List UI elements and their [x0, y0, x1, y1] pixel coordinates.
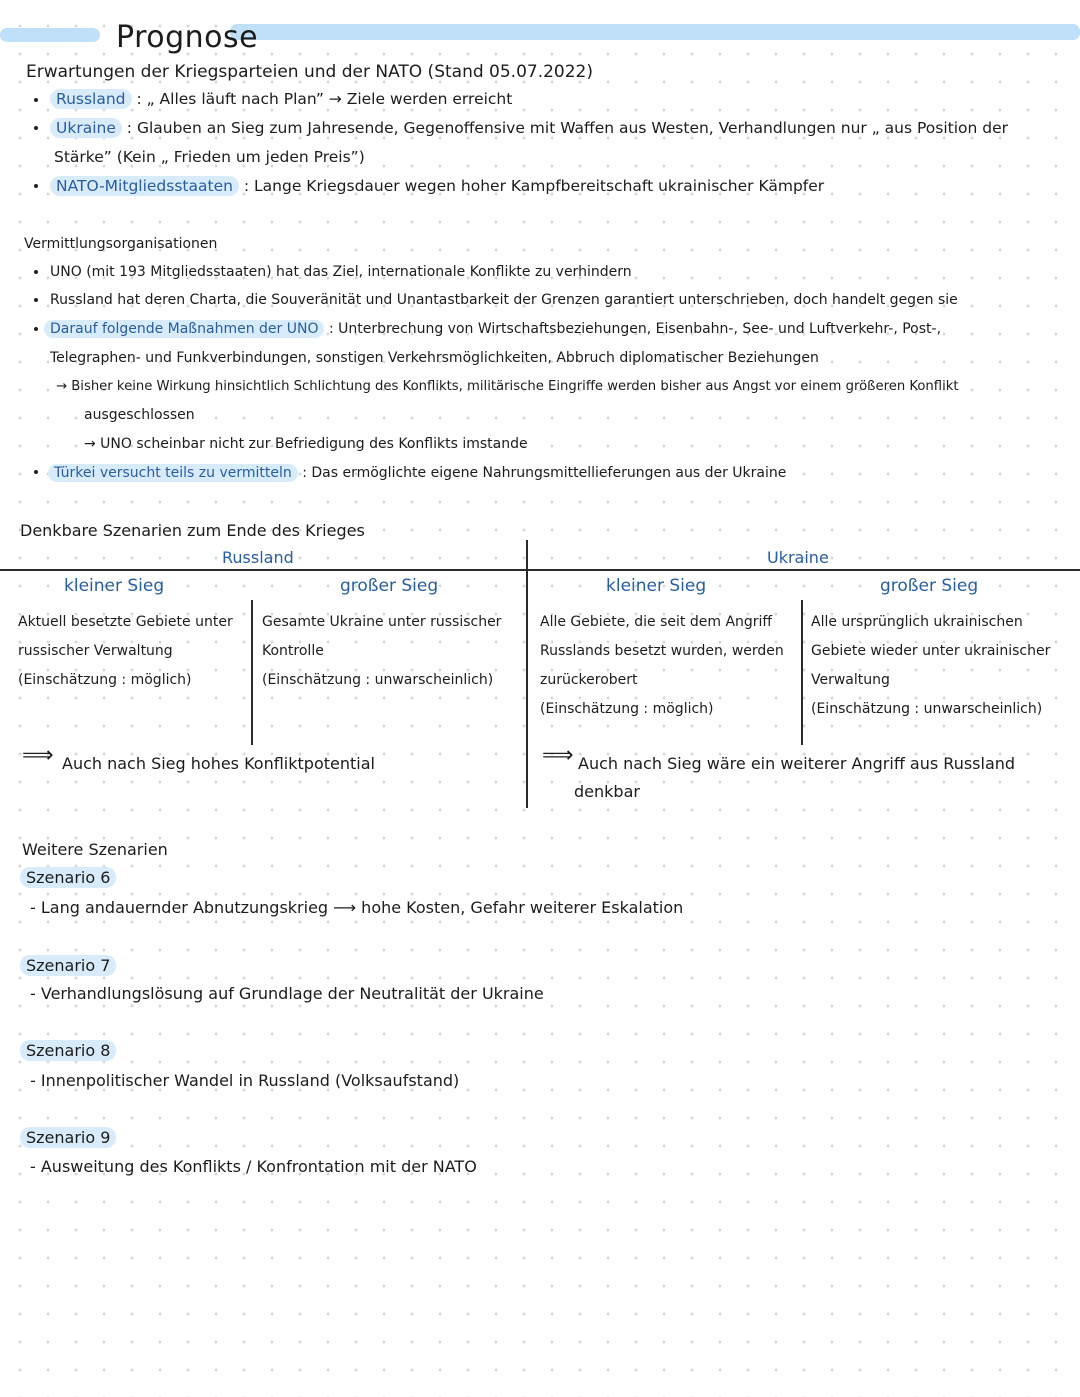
scenario-label: Szenario 6 — [20, 867, 116, 888]
scenario-label: Szenario 7 — [20, 955, 116, 976]
col-header-russia-large: großer Sieg — [340, 576, 439, 596]
bullet — [34, 298, 38, 302]
cell-line: Alle Gebiete, die seit dem Angriff — [540, 614, 773, 630]
mediation-turkey — [54, 463, 786, 483]
expectation-text: : Glauben an Sieg zum Jahresende, Gegenoffensive mit Waffen aus Westen, Verhandlungen nur „ aus Position der — [126, 119, 1009, 137]
cell-line: Verwaltung — [811, 672, 890, 688]
expectation-nato — [56, 176, 824, 196]
table-divider-russia — [251, 600, 253, 745]
conclusion-right-arrow-icon: ⟹ — [542, 743, 574, 768]
col-header-russia-small: kleiner Sieg — [64, 576, 165, 596]
page-title: Prognose — [116, 20, 259, 55]
scenario-label: Szenario 8 — [20, 1040, 116, 1061]
scenario-6-text: - Lang andauernder Abnutzungskrieg ⟶ hohe Kosten, Gefahr weiterer Eskalation — [30, 898, 684, 917]
mediation-turkey-label: Türkei versucht teils zu vermitteln — [48, 464, 298, 482]
mediation-arrow-1-cont: ausgeschlossen — [84, 407, 195, 423]
bullet — [34, 327, 38, 331]
table-cell — [540, 608, 784, 724]
mediation-arrow-2: → UNO scheinbar nicht zur Befriedigung des Konflikts imstande — [84, 436, 528, 452]
group-russia: Russland — [222, 548, 294, 567]
mediation-measures-label: Darauf folgende Maßnahmen der UNO — [44, 320, 324, 338]
scenario-7-text: - Verhandlungslösung auf Grundlage der Neutralität der Ukraine — [30, 984, 544, 1003]
expectation-ukraine — [56, 118, 1008, 138]
col-header-ukraine-large: großer Sieg — [880, 576, 979, 596]
scenario-9-label — [26, 1128, 116, 1148]
mediation-measures — [50, 319, 941, 339]
bullet — [34, 270, 38, 274]
table-divider-ukraine — [801, 600, 803, 745]
scenario-8-label — [26, 1041, 116, 1061]
scenario-6-label — [26, 868, 116, 888]
expectation-text: : Lange Kriegsdauer wegen hoher Kampfbereitschaft ukrainischer Kämpfer — [243, 177, 825, 195]
cell-line: Gebiete wieder unter ukrainischer — [811, 643, 1051, 659]
expectation-russia — [56, 89, 512, 109]
expectation-label: Russland — [50, 89, 132, 109]
conclusion-right-cont: denkbar — [574, 782, 640, 801]
cell-line: zurückerobert — [540, 672, 638, 688]
expectation-label: NATO-Mitgliedsstaaten — [50, 176, 239, 196]
bullet — [34, 126, 38, 130]
scenario-7-label — [26, 956, 116, 976]
mediation-heading: Vermittlungsorganisationen — [24, 236, 218, 252]
cell-line: russischer Verwaltung — [18, 643, 173, 659]
bullet — [34, 470, 38, 474]
mediation-measures-text: : Unterbrechung von Wirtschaftsbeziehungen, Eisenbahn-, See- und Luftverkehr-, Post-, — [328, 321, 942, 337]
table-center-divider — [526, 540, 528, 808]
bullet — [34, 98, 38, 102]
mediation-arrow-1: → Bisher keine Wirkung hinsichtlich Schlichtung des Konflikts, militärische Eingriffe werden bisher aus Angst vor einem größeren Konflikt — [56, 379, 959, 394]
group-ukraine: Ukraine — [767, 548, 829, 567]
title-highlight-right — [230, 24, 1080, 40]
cell-line: Alle ursprünglich ukrainischen — [811, 614, 1023, 630]
cell-line: (Einschätzung : möglich) — [18, 672, 192, 688]
expectation-text: : „ Alles läuft nach Plan” → Ziele werden erreicht — [136, 90, 513, 108]
expectation-ukraine-cont: Stärke” (Kein „ Frieden um jeden Preis”) — [54, 148, 365, 166]
scenarios-heading: Denkbare Szenarien zum Ende des Krieges — [20, 521, 365, 540]
conclusion-right: Auch nach Sieg wäre ein weiterer Angriff aus Russland — [578, 754, 1016, 773]
cell-line: Gesamte Ukraine unter russischer — [262, 614, 502, 630]
table-cell — [18, 608, 233, 695]
table-horizontal-line — [0, 569, 1080, 571]
cell-line: (Einschätzung : unwarscheinlich) — [262, 672, 494, 688]
col-header-ukraine-small: kleiner Sieg — [606, 576, 707, 596]
scenario-label: Szenario 9 — [20, 1127, 116, 1148]
cell-line: (Einschätzung : unwarscheinlich) — [811, 701, 1043, 717]
mediation-uno: UNO (mit 193 Mitgliedsstaaten) hat das Ziel, internationale Konflikte zu verhindern — [50, 264, 632, 280]
cell-line: (Einschätzung : möglich) — [540, 701, 714, 717]
title-highlight-left — [0, 28, 100, 42]
expectation-label: Ukraine — [50, 118, 122, 138]
mediation-russia: Russland hat deren Charta, die Souveränität und Unantastbarkeit der Grenzen garantiert unterschrieben, doch handelt gegen sie — [50, 292, 958, 308]
mediation-turkey-text: : Das ermöglichte eigene Nahrungsmittellieferungen aus der Ukraine — [302, 465, 787, 481]
scenario-8-text: - Innenpolitischer Wandel in Russland (Volksaufstand) — [30, 1071, 460, 1090]
cell-line: Russlands besetzt wurden, werden — [540, 643, 784, 659]
scenario-9-text: - Ausweitung des Konflikts / Konfrontation mit der NATO — [30, 1157, 477, 1176]
cell-line: Kontrolle — [262, 643, 324, 659]
cell-line: Aktuell besetzte Gebiete unter — [18, 614, 233, 630]
conclusion-left: Auch nach Sieg hohes Konfliktpotential — [62, 754, 375, 773]
table-cell — [811, 608, 1050, 724]
conclusion-left-arrow-icon: ⟹ — [22, 743, 54, 768]
expectations-heading: Erwartungen der Kriegsparteien und der NATO (Stand 05.07.2022) — [26, 62, 594, 82]
mediation-measures-cont: Telegraphen- und Funkverbindungen, sonstigen Verkehrsmöglichkeiten, Abbruch diplomatischer Beziehungen — [50, 350, 819, 366]
bullet — [34, 184, 38, 188]
table-cell — [262, 608, 501, 695]
further-heading: Weitere Szenarien — [22, 840, 168, 859]
